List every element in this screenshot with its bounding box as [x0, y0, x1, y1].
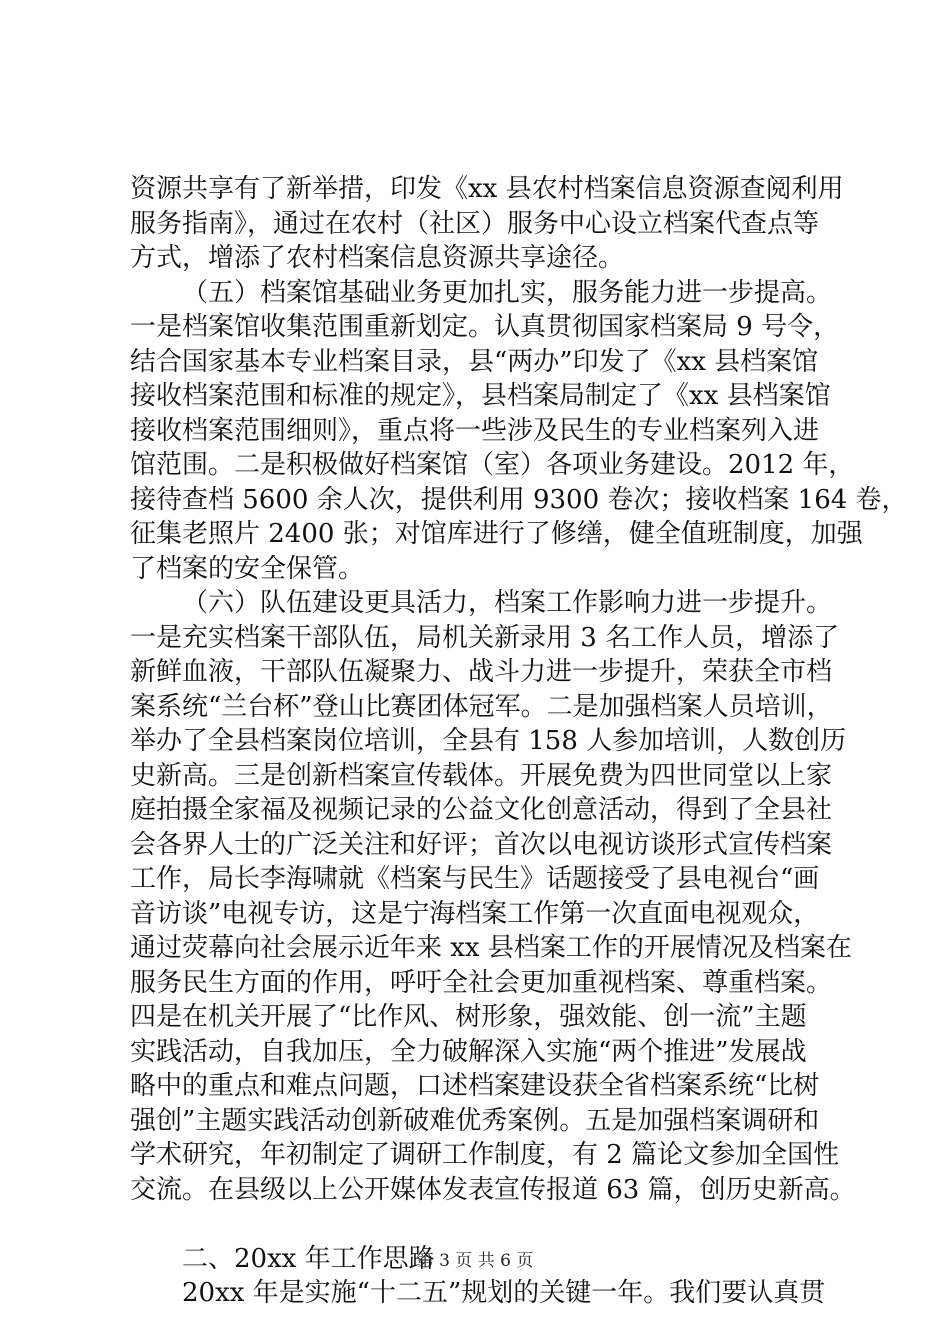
- text-line: 案系统“兰台杯”登山比赛团体冠军。二是加强档案人员培训，: [130, 691, 833, 722]
- text-line: 学术研究，年初制定了调研工作制度，有 2 篇论文参加全国性: [130, 1140, 840, 1170]
- text-line: 实践活动，自我加压，全力破解深入实施“两个推进”发展战: [130, 1036, 807, 1067]
- text-line: 举办了全县档案岗位培训，全县有 158 人参加培训，人数创历: [130, 726, 847, 756]
- page-footer: [0, 1246, 950, 1271]
- text-line: 服务指南》，通过在农村（社区）服务中心设立档案代查点等: [130, 208, 820, 239]
- paragraph-heading-five: （五）档案馆基础业务更加扎实，服务能力进一步提高。: [182, 277, 833, 308]
- text-line: 接收档案范围细则》，重点将一些涉及民生的专业档案列入进: [130, 415, 820, 446]
- text-line: 庭拍摄全家福及视频记录的公益文化创意活动，得到了全县社: [130, 795, 833, 825]
- section-heading: 二、20xx 年工作思路: [182, 1243, 435, 1274]
- text-line: 交流。在县级以上公开媒体发表宣传报道 63 篇，创历史新高。: [130, 1174, 856, 1205]
- text-line: 接待查档 5600 余人次，提供利用 9300 卷次；接收档案 164 卷，: [130, 484, 908, 515]
- text-line: 音访谈”电视专访，这是宁海档案工作第一次直面电视观众，: [130, 898, 820, 929]
- text-line: 方式，增添了农村档案信息资源共享途径。: [130, 243, 625, 273]
- text-line: 通过荧幕向社会展示近年来 xx 县档案工作的开展情况及档案在: [130, 933, 852, 963]
- text-line: 服务民生方面的作用，呼吁全社会更加重视档案、尊重档案。: [130, 967, 833, 998]
- text-line: 了档案的安全保管。: [130, 553, 365, 584]
- blank-line: [130, 1207, 830, 1242]
- text-line: 史新高。三是创新档案宣传载体。开展免费为四世同堂以上家: [130, 760, 833, 791]
- text-line: 接收档案范围和标准的规定》，县档案局制定了《xx 县档案馆: [130, 381, 831, 411]
- text-line: 会各界人士的广泛关注和好评；首次以电视访谈形式宣传档案: [130, 829, 833, 860]
- text-line: 工作，局长李海啸就《档案与民生》话题接受了县电视台“画: [130, 864, 820, 894]
- document-body: [130, 172, 908, 1311]
- section-first-line: 20xx 年是实施“十二五”规划的关键一年。我们要认真贯: [182, 1278, 826, 1308]
- paragraph-heading-six: （六）队伍建设更具活力，档案工作影响力进一步提升。: [182, 588, 833, 618]
- text-line: 一是档案馆收集范围重新划定。认真贯彻国家档案局 9 号令，: [130, 312, 840, 342]
- text-line: 略中的重点和难点问题，口述档案建设获全省档案系统“比树: [130, 1071, 820, 1101]
- text-line: 强创”主题实践活动创新破难优秀案例。五是加强档案调研和: [130, 1105, 820, 1136]
- text-line: 馆范围。二是积极做好档案馆（室）各项业务建设。2012 年，: [130, 450, 855, 480]
- text-line: 一是充实档案干部队伍，局机关新录用 3 名工作人员，增添了: [130, 622, 840, 653]
- page-number-label: 第 3 页 共 6 页: [416, 1251, 534, 1271]
- text-line: 结合国家基本专业档案目录，县“两办”印发了《xx 县档案馆: [130, 346, 819, 377]
- text-line: 资源共享有了新举措，印发《xx 县农村档案信息资源查阅利用: [130, 174, 844, 204]
- text-line: 新鲜血液，干部队伍凝聚力、战斗力进一步提升，荣获全市档: [130, 657, 833, 687]
- text-line: 征集老照片 2400 张；对馆库进行了修缮，健全值班制度，加强: [130, 519, 863, 549]
- text-line: 四是在机关开展了“比作风、树形象，强效能、创一流”主题: [130, 1002, 807, 1032]
